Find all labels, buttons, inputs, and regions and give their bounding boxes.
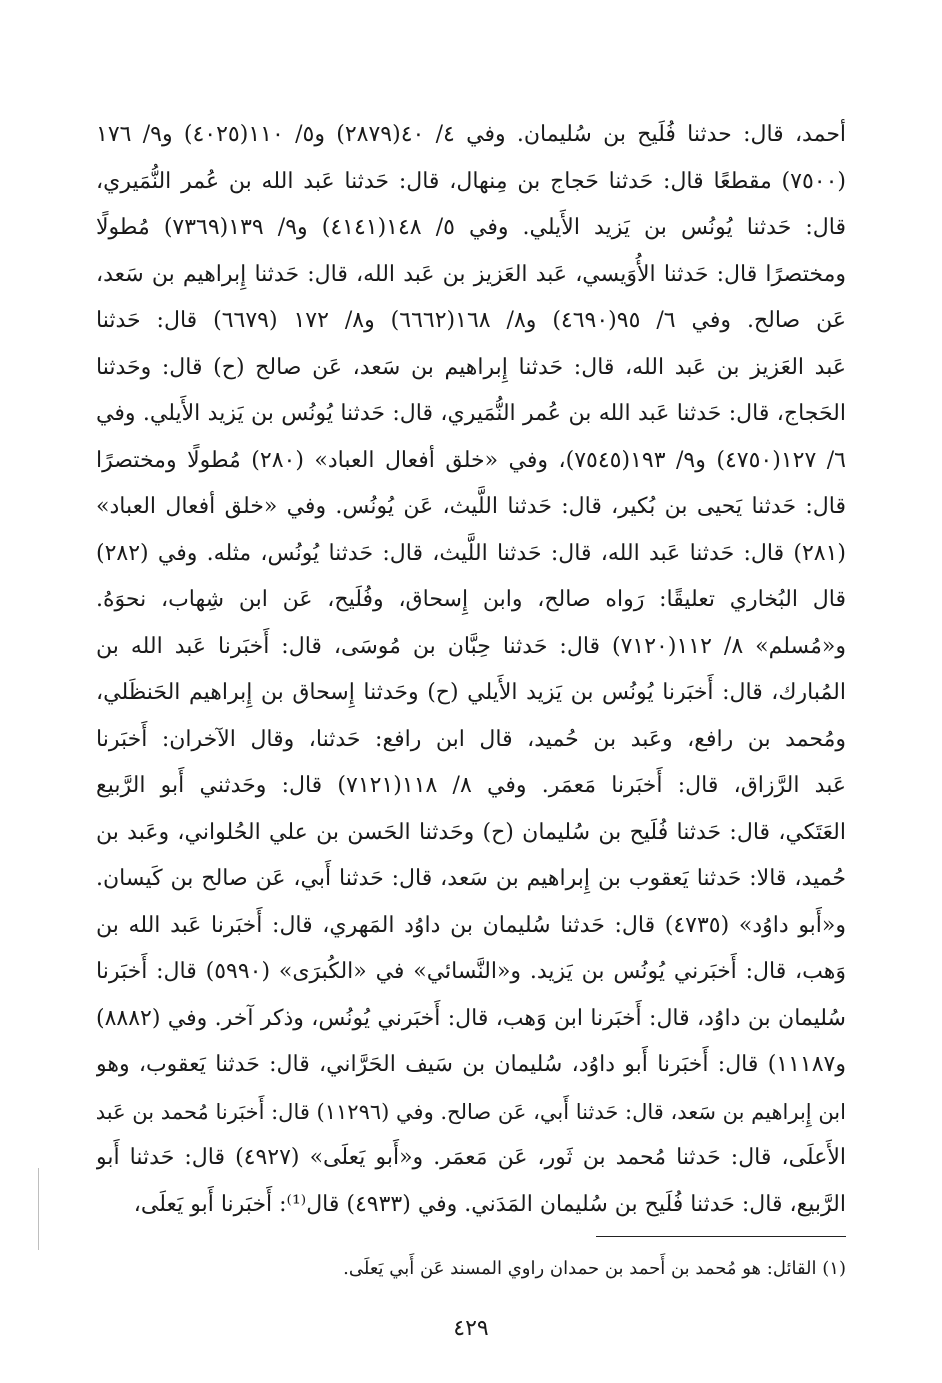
margin-scan-mark <box>38 1168 39 1250</box>
text-line: عَن صالح. وفي ٦/ ٩٥(٤٦٩٠) و٨/ ١٦٨(٦٦٦٢) و٨/ ١٧٢ (٦٦٧٩) قال: حَدثنا <box>96 308 846 333</box>
text-line: قال: حَدثنا يَحيى بن بُكير، قال: حَدثنا اللَّيث، عَن يُونُس. وفي «خلق أفعال العباد» <box>96 494 846 519</box>
text-line: المُبارك، قال: أَخبَرنا يُونُس بن يَزيد الأَيلي (ح) وحَدثنا إِسحاق بن إِبراهيم الحَنظَلي، <box>96 680 846 705</box>
text-line: عَبد العَزيز بن عَبد الله، قال: حَدثنا إِبراهيم بن سَعد، عَن صالح (ح) قال: وحَدثنا <box>96 354 846 380</box>
text-line: أحمد، قال: حدثنا فُلَيح بن سُليمان. وفي ٤/ ٤٠(٢٨٧٩) و٥/ ١١٠(٤٠٢٥) و٩/ ١٧٦ <box>96 122 846 147</box>
text-line: (٢٨١) قال: حَدثنا عَبد الله، قال: حَدثنا اللَّيث، قال: حَدثنا يُونُس، مثله. وفي (٢٨٢) <box>96 540 846 566</box>
text-line: سُليمان بن داوُد، قال: أَخبَرنا ابن وَهب، قال: أَخبَرني يُونُس، وذكر آخر. وفي (٨٨٨٢) <box>96 1005 846 1031</box>
text-line: الحَجاج، قال: حَدثنا عَبد الله بن عُمر النُّمَيري، قال: حَدثنا يُونُس بن يَزيد الأَيلي. وفي <box>96 401 846 426</box>
text-line: ٦/ ١٢٧(٤٧٥٠) و٩/ ١٩٣(٧٥٤٥)، وفي «خلق أفعال العباد» (٢٨٠) مُطولًا ومختصرًا <box>96 447 846 473</box>
text-line: ابن إِبراهيم بن سَعد، قال: حَدثنا أَبي، عَن صالح. وفي (١١٢٩٦) قال: أَخبَرنا مُحمد بن عَبد <box>96 1099 846 1124</box>
text-line: قال البُخاري تعليقًا: رَواه صالح، وابن إِسحاق، وفُلَيح، عَن ابن شِهاب، نحوَهُ. <box>96 587 846 612</box>
text-line: و«مُسلم» ٨/ ١١٢(٧١٢٠) قال: حَدثنا حِبَّان بن مُوسَى، قال: أَخبَرنا عَبد الله بن <box>96 633 846 659</box>
text-line: الرَّبيع، قال: حَدثنا فُلَيح بن سُليمان المَدَني. وفي (٤٩٣٣) قال⁽¹⁾: أَخبَرنا أَبو يَعلَى، <box>133 1191 846 1217</box>
text-line: ومُحمد بن رافع، وعَبد بن حُميد، قال ابن رافع: حَدثنا، وقال الآخران: أَخبَرنا <box>96 726 846 752</box>
text-line: (٧٥٠٠) مقطعًا قال: حَدثنا حَجاج بن مِنهال، قال: حَدثنا عَبد الله بن عُمر النُّمَيري، <box>96 168 846 194</box>
text-line: العَتَكي، قال: حَدثنا فُلَيح بن سُليمان (ح) وحَدثنا الحَسن بن علي الحُلواني، وعَبد بن <box>96 819 846 845</box>
footnote-divider <box>596 1236 846 1237</box>
text-line: حُميد، قالا: حَدثنا يَعقوب بن إِبراهيم بن سَعد، قال: حَدثنا أَبي، عَن صالح بن كَيسان. <box>96 866 846 891</box>
text-line: و«أَبو داوُد» (٤٧٣٥) قال: حَدثنا سُليمان بن داوُد المَهري، قال: أَخبَرنا عَبد الله بن <box>96 912 846 938</box>
page-number: ٤٢٩ <box>453 1316 489 1341</box>
text-line: عَبد الرَّزاق، قال: أَخبَرنا مَعمَر. وفي ٨/ ١١٨(٧١٢١) قال: وحَدثني أَبو الرَّبيع <box>96 773 846 798</box>
footnote: (١) القائل: هو مُحمد بن أَحمد بن حمدان راوي المسند عَن أَبي يَعلَى. <box>343 1258 846 1279</box>
text-line: ومختصرًا قال: حَدثنا الأُوَيسي، عَبد العَزيز بن عَبد الله، قال: حَدثنا إِبراهيم بن سَعد، <box>96 261 846 287</box>
text-line: الأَعلَى، قال: حَدثنا مُحمد بن ثَور، عَن مَعمَر. و«أَبو يَعلَى» (٤٩٢٧) قال: حَدثنا أَبو <box>96 1145 846 1170</box>
text-line: وَهب، قال: أَخبَرني يُونُس بن يَزيد. و«النَّسائي» في «الكُبرَى» (٥٩٩٠) قال: أَخبَرنا <box>96 959 846 984</box>
text-line: و١١١٨٧) قال: أَخبَرنا أَبو داوُد، سُليمان بن سَيف الحَرَّاني، قال: حَدثنا يَعقوب، وهو <box>96 1052 846 1077</box>
main-text-block <box>96 112 846 1228</box>
text-line: قال: حَدثنا يُونُس بن يَزيد الأَيلي. وفي ٥/ ١٤٨(٤١٤١) و٩/ ١٣٩(٧٣٦٩) مُطولًا <box>96 215 846 240</box>
